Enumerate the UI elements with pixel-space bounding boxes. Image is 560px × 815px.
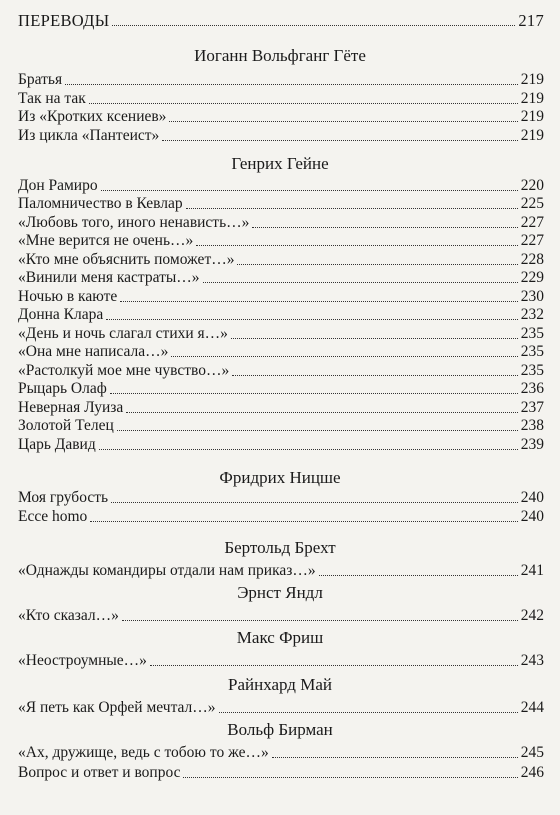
leader-dots: [99, 449, 518, 450]
leader-dots: [65, 84, 518, 85]
toc-entry: [18, 362, 544, 380]
entry-page-number: 246: [520, 763, 544, 781]
leader-dots: [112, 25, 515, 26]
author-heading: Вольф Бирман: [227, 720, 333, 739]
toc-entry: [18, 764, 544, 782]
toc-entry: [18, 232, 544, 250]
toc-entry: [18, 343, 544, 361]
entry-page-number: 236: [520, 380, 544, 397]
entry-title: «День и ночь слагал стихи я…»: [18, 324, 228, 342]
section-heading: [18, 12, 544, 30]
entry-title: Из «Кротких ксениев»: [18, 108, 167, 125]
section-page: 217: [518, 11, 544, 30]
entry-page-number: 229: [520, 269, 544, 286]
toc-entry: [18, 562, 544, 580]
leader-dots: [110, 393, 518, 394]
leader-dots: [106, 319, 518, 320]
leader-dots: [237, 264, 517, 265]
toc-entry: [18, 652, 544, 670]
toc-entry: [18, 108, 544, 126]
toc-entry: [18, 325, 544, 343]
toc-entry: [18, 251, 544, 269]
author-heading: Фридрих Ницше: [219, 468, 341, 487]
entry-title: Из цикла «Пантеист»: [18, 126, 160, 144]
toc-entry: [18, 306, 544, 324]
entry-page-number: 220: [520, 177, 544, 194]
entry-title: Так на так: [18, 89, 86, 107]
toc-entry: [18, 417, 544, 435]
entry-title: Ecce homo: [18, 507, 88, 525]
toc-entry: [18, 71, 544, 89]
author-heading: Эрнст Яндл: [237, 583, 323, 602]
leader-dots: [231, 338, 518, 339]
leader-dots: [120, 301, 517, 302]
entry-title: Дон Рамиро: [18, 177, 98, 194]
entry-page-number: 219: [520, 108, 544, 125]
leader-dots: [252, 227, 517, 228]
leader-dots: [196, 245, 517, 246]
entry-page-number: 237: [520, 398, 544, 416]
entry-title: «Ах, дружище, ведь с тобою то же…»: [18, 744, 269, 761]
entry-title: Моя грубость: [18, 489, 109, 506]
entry-title: «Мне верится не очень…»: [18, 232, 194, 249]
entry-page-number: 239: [520, 435, 544, 453]
entry-page-number: 219: [520, 89, 544, 107]
entry-page-number: 244: [520, 699, 544, 716]
leader-dots: [122, 620, 518, 621]
toc-entry: [18, 744, 544, 762]
entry-page-number: 242: [520, 607, 544, 624]
entry-title: Братья: [18, 71, 63, 88]
leader-dots: [186, 208, 518, 209]
entry-title: «Винили меня кастраты…»: [18, 269, 200, 286]
author-heading: Макс Фриш: [236, 628, 324, 647]
toc-entry: [18, 195, 544, 213]
toc-entry: [18, 699, 544, 717]
leader-dots: [171, 356, 517, 357]
author-heading: Бертольд Брехт: [224, 538, 336, 557]
entry-title: «Кто мне объяснить поможет…»: [18, 250, 235, 268]
entry-title: Ночью в каюте: [18, 287, 118, 305]
toc-entry: [18, 269, 544, 287]
entry-title: «Растолкуй мое мне чувство…»: [18, 361, 230, 379]
leader-dots: [162, 140, 517, 141]
entry-title: «Однажды командиры отдали нам приказ…»: [18, 562, 316, 579]
entry-title: «Любовь того, иного ненависть…»: [18, 213, 250, 231]
entry-page-number: 232: [520, 306, 544, 323]
entry-title: «Кто сказал…»: [18, 607, 119, 624]
leader-dots: [90, 521, 517, 522]
entry-page-number: 225: [520, 195, 544, 212]
entry-page-number: 235: [520, 361, 544, 379]
leader-dots: [150, 665, 518, 666]
entry-page-number: 227: [520, 232, 544, 249]
leader-dots: [126, 412, 517, 413]
author-heading: Райнхард Май: [228, 675, 332, 694]
entry-page-number: 219: [520, 126, 544, 144]
entry-title: Вопрос и ответ и вопрос: [18, 763, 181, 781]
entry-page-number: 238: [520, 417, 544, 434]
entry-title: Донна Клара: [18, 306, 104, 323]
leader-dots: [89, 103, 518, 104]
toc-entry: [18, 127, 544, 145]
leader-dots: [169, 121, 517, 122]
toc-entry: [18, 177, 544, 195]
leader-dots: [232, 375, 518, 376]
toc-entry: [18, 489, 544, 507]
toc-entry: [18, 399, 544, 417]
leader-dots: [203, 282, 518, 283]
entry-page-number: 243: [520, 652, 544, 669]
entry-page-number: 245: [520, 744, 544, 761]
entry-title: Паломничество в Кевлар: [18, 195, 183, 212]
author-heading: Иоганн Вольфганг Гёте: [194, 46, 366, 65]
toc-entry: [18, 607, 544, 625]
entry-page-number: 235: [520, 324, 544, 342]
entry-page-number: 227: [520, 213, 544, 231]
leader-dots: [101, 190, 518, 191]
entry-page-number: 241: [520, 562, 544, 579]
toc-entry: [18, 508, 544, 526]
toc-entry: [18, 380, 544, 398]
leader-dots: [272, 757, 518, 758]
entry-title: Рыцарь Олаф: [18, 380, 107, 397]
entry-page-number: 228: [520, 250, 544, 268]
toc-entry: [18, 288, 544, 306]
toc-entry: [18, 214, 544, 232]
author-heading: Генрих Гейне: [231, 154, 329, 173]
toc-entry: [18, 436, 544, 454]
toc-entry: [18, 90, 544, 108]
entry-page-number: 230: [520, 287, 544, 305]
entry-title: «Неостроумные…»: [18, 652, 147, 669]
leader-dots: [183, 777, 517, 778]
entry-title: Неверная Луиза: [18, 398, 124, 416]
entry-page-number: 235: [520, 343, 544, 360]
leader-dots: [219, 712, 518, 713]
leader-dots: [111, 502, 518, 503]
entry-title: Царь Давид: [18, 435, 96, 453]
leader-dots: [117, 430, 518, 431]
entry-title: Золотой Телец: [18, 417, 114, 434]
section-title: ПЕРЕВОДЫ: [18, 11, 110, 30]
entry-page-number: 219: [520, 71, 544, 88]
leader-dots: [319, 575, 518, 576]
entry-page-number: 240: [520, 507, 544, 525]
entry-title: «Она мне написала…»: [18, 343, 169, 360]
entry-title: «Я петь как Орфей мечтал…»: [18, 699, 216, 716]
entry-page-number: 240: [520, 489, 544, 506]
